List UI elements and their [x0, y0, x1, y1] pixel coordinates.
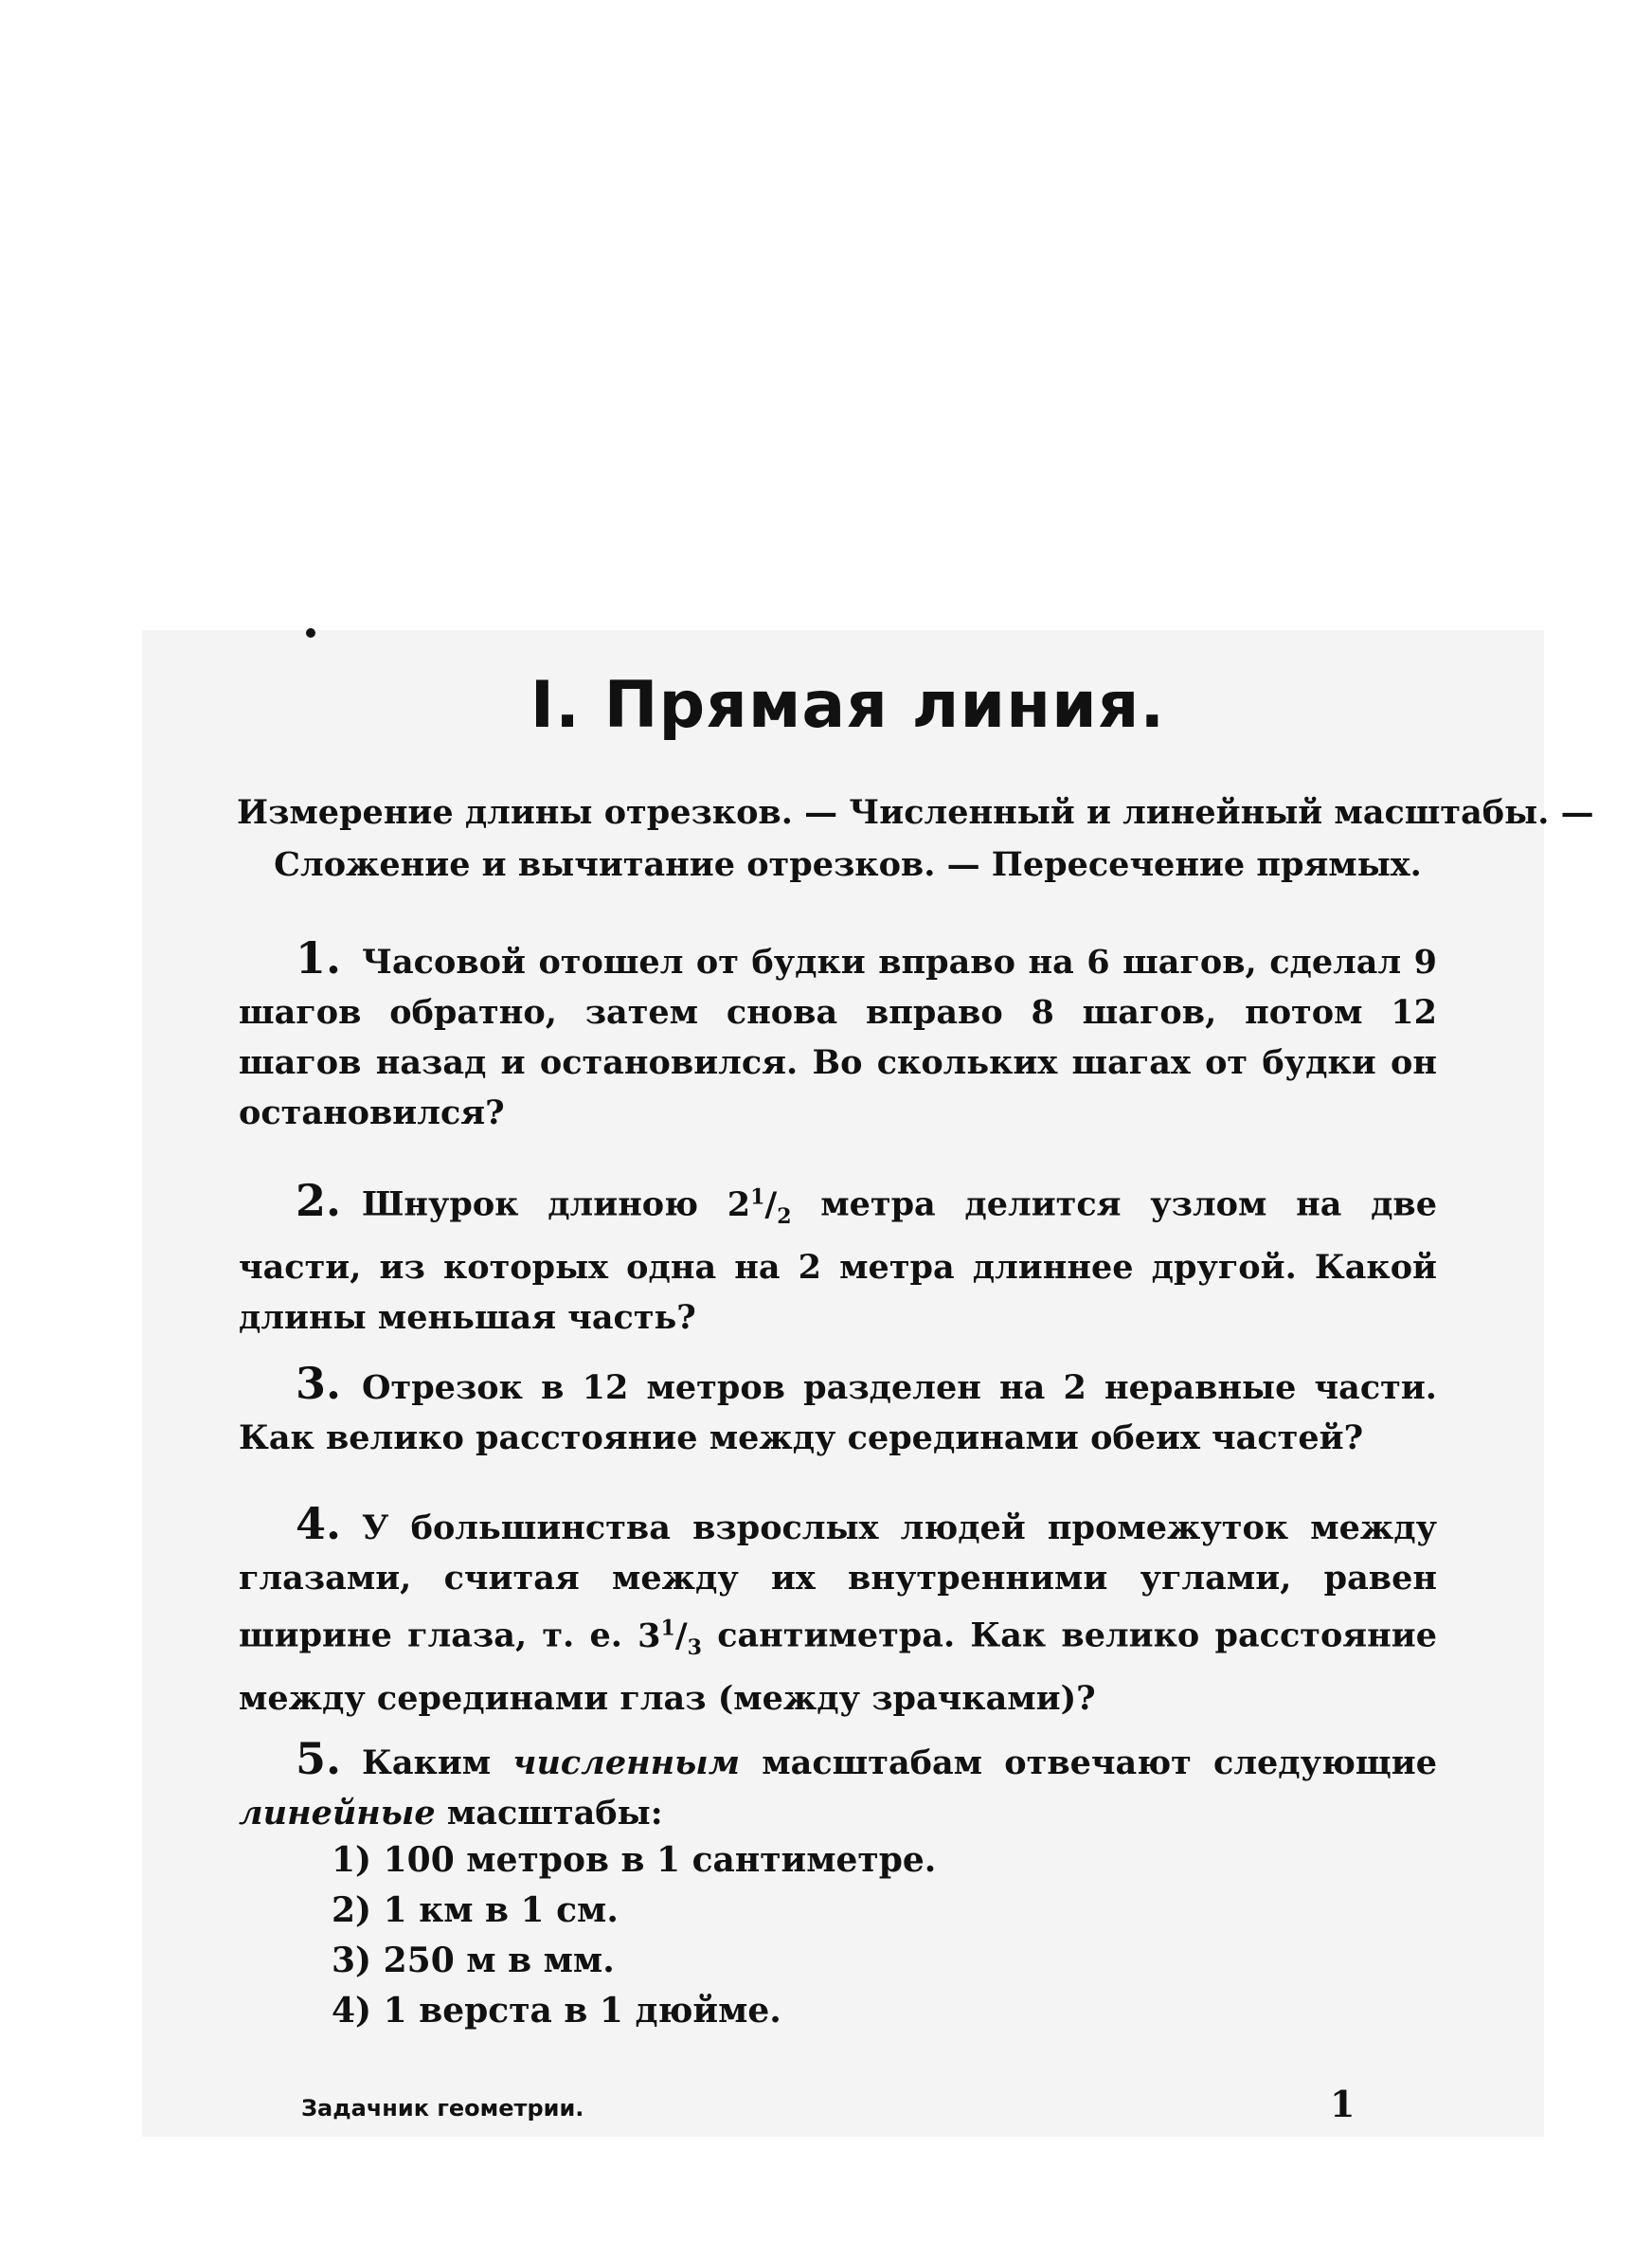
problem-text-start: Шнурок длиною [362, 1184, 727, 1224]
italic-term: линейные [239, 1794, 436, 1833]
page-number: 1 [1330, 2083, 1356, 2125]
problem-number: 4. [296, 1498, 342, 1549]
problem-3 [239, 1359, 1437, 1463]
mixed-fraction: $3^1/_3$ [637, 1616, 702, 1660]
problem-text-end: сантиметра. Как велико расстояние между серединами глаз (между зрачками)? [239, 1616, 1437, 1718]
problem-text-part: масштабы: [435, 1794, 663, 1833]
ink-dot [306, 628, 315, 638]
problem-number: 5. [296, 1733, 342, 1784]
problem-2 [239, 1172, 1437, 1343]
mixed-fraction: $2^1/_2$ [727, 1184, 792, 1229]
problem-text-end: метра делится узлом на две части, из которых одна на 2 метра длиннее другой. Какой длины меньшая часть? [239, 1184, 1437, 1337]
list-item: 3) 250 м в мм. [332, 1941, 615, 1980]
problem-4 [239, 1499, 1437, 1724]
problem-5 [239, 1734, 1437, 1838]
problem-number: 1. [296, 932, 342, 984]
list-item: 4) 1 верста в 1 дюйме. [332, 1991, 781, 2031]
problem-text: Отрезок в 12 метров разделен на 2 неравные части. Как велико расстояние между серединами обеих частей? [239, 1368, 1437, 1457]
footer-book-title: Задачник геометрии. [301, 2095, 584, 2122]
problem-text-start: У большинства взрослых людей промежуток между глазами, считая между их внутренними углами, равен ширине глаза, т. е. [239, 1508, 1437, 1655]
chapter-title: I. Прямая линия. [530, 668, 1166, 743]
chapter-subtitle-line-1: Измерение длины отрезков. — Численный и линейный масштабы. — [237, 793, 1594, 832]
problem-number: 3. [296, 1358, 342, 1409]
problem-text-part: Каким [362, 1743, 513, 1782]
problem-1 [239, 933, 1437, 1138]
problem-text-part: масштабам отвечают следующие [740, 1743, 1437, 1782]
list-item: 2) 1 км в 1 см. [332, 1890, 619, 1930]
chapter-subtitle-line-2: Сложение и вычитание отрезков. — Пересечение прямых. [274, 845, 1422, 884]
problem-text: Часовой отошел от будки вправо на 6 шагов, сделал 9 шагов обратно, затем снова вправо 8 шагов, потом 12 шагов назад и остановился. Во скольких шагах от будки он остановился? [239, 943, 1437, 1132]
scale-list [332, 1835, 936, 2036]
problem-number: 2. [296, 1174, 342, 1226]
italic-term: численным [512, 1743, 741, 1782]
list-item: 1) 100 метров в 1 сантиметре. [332, 1840, 937, 1880]
